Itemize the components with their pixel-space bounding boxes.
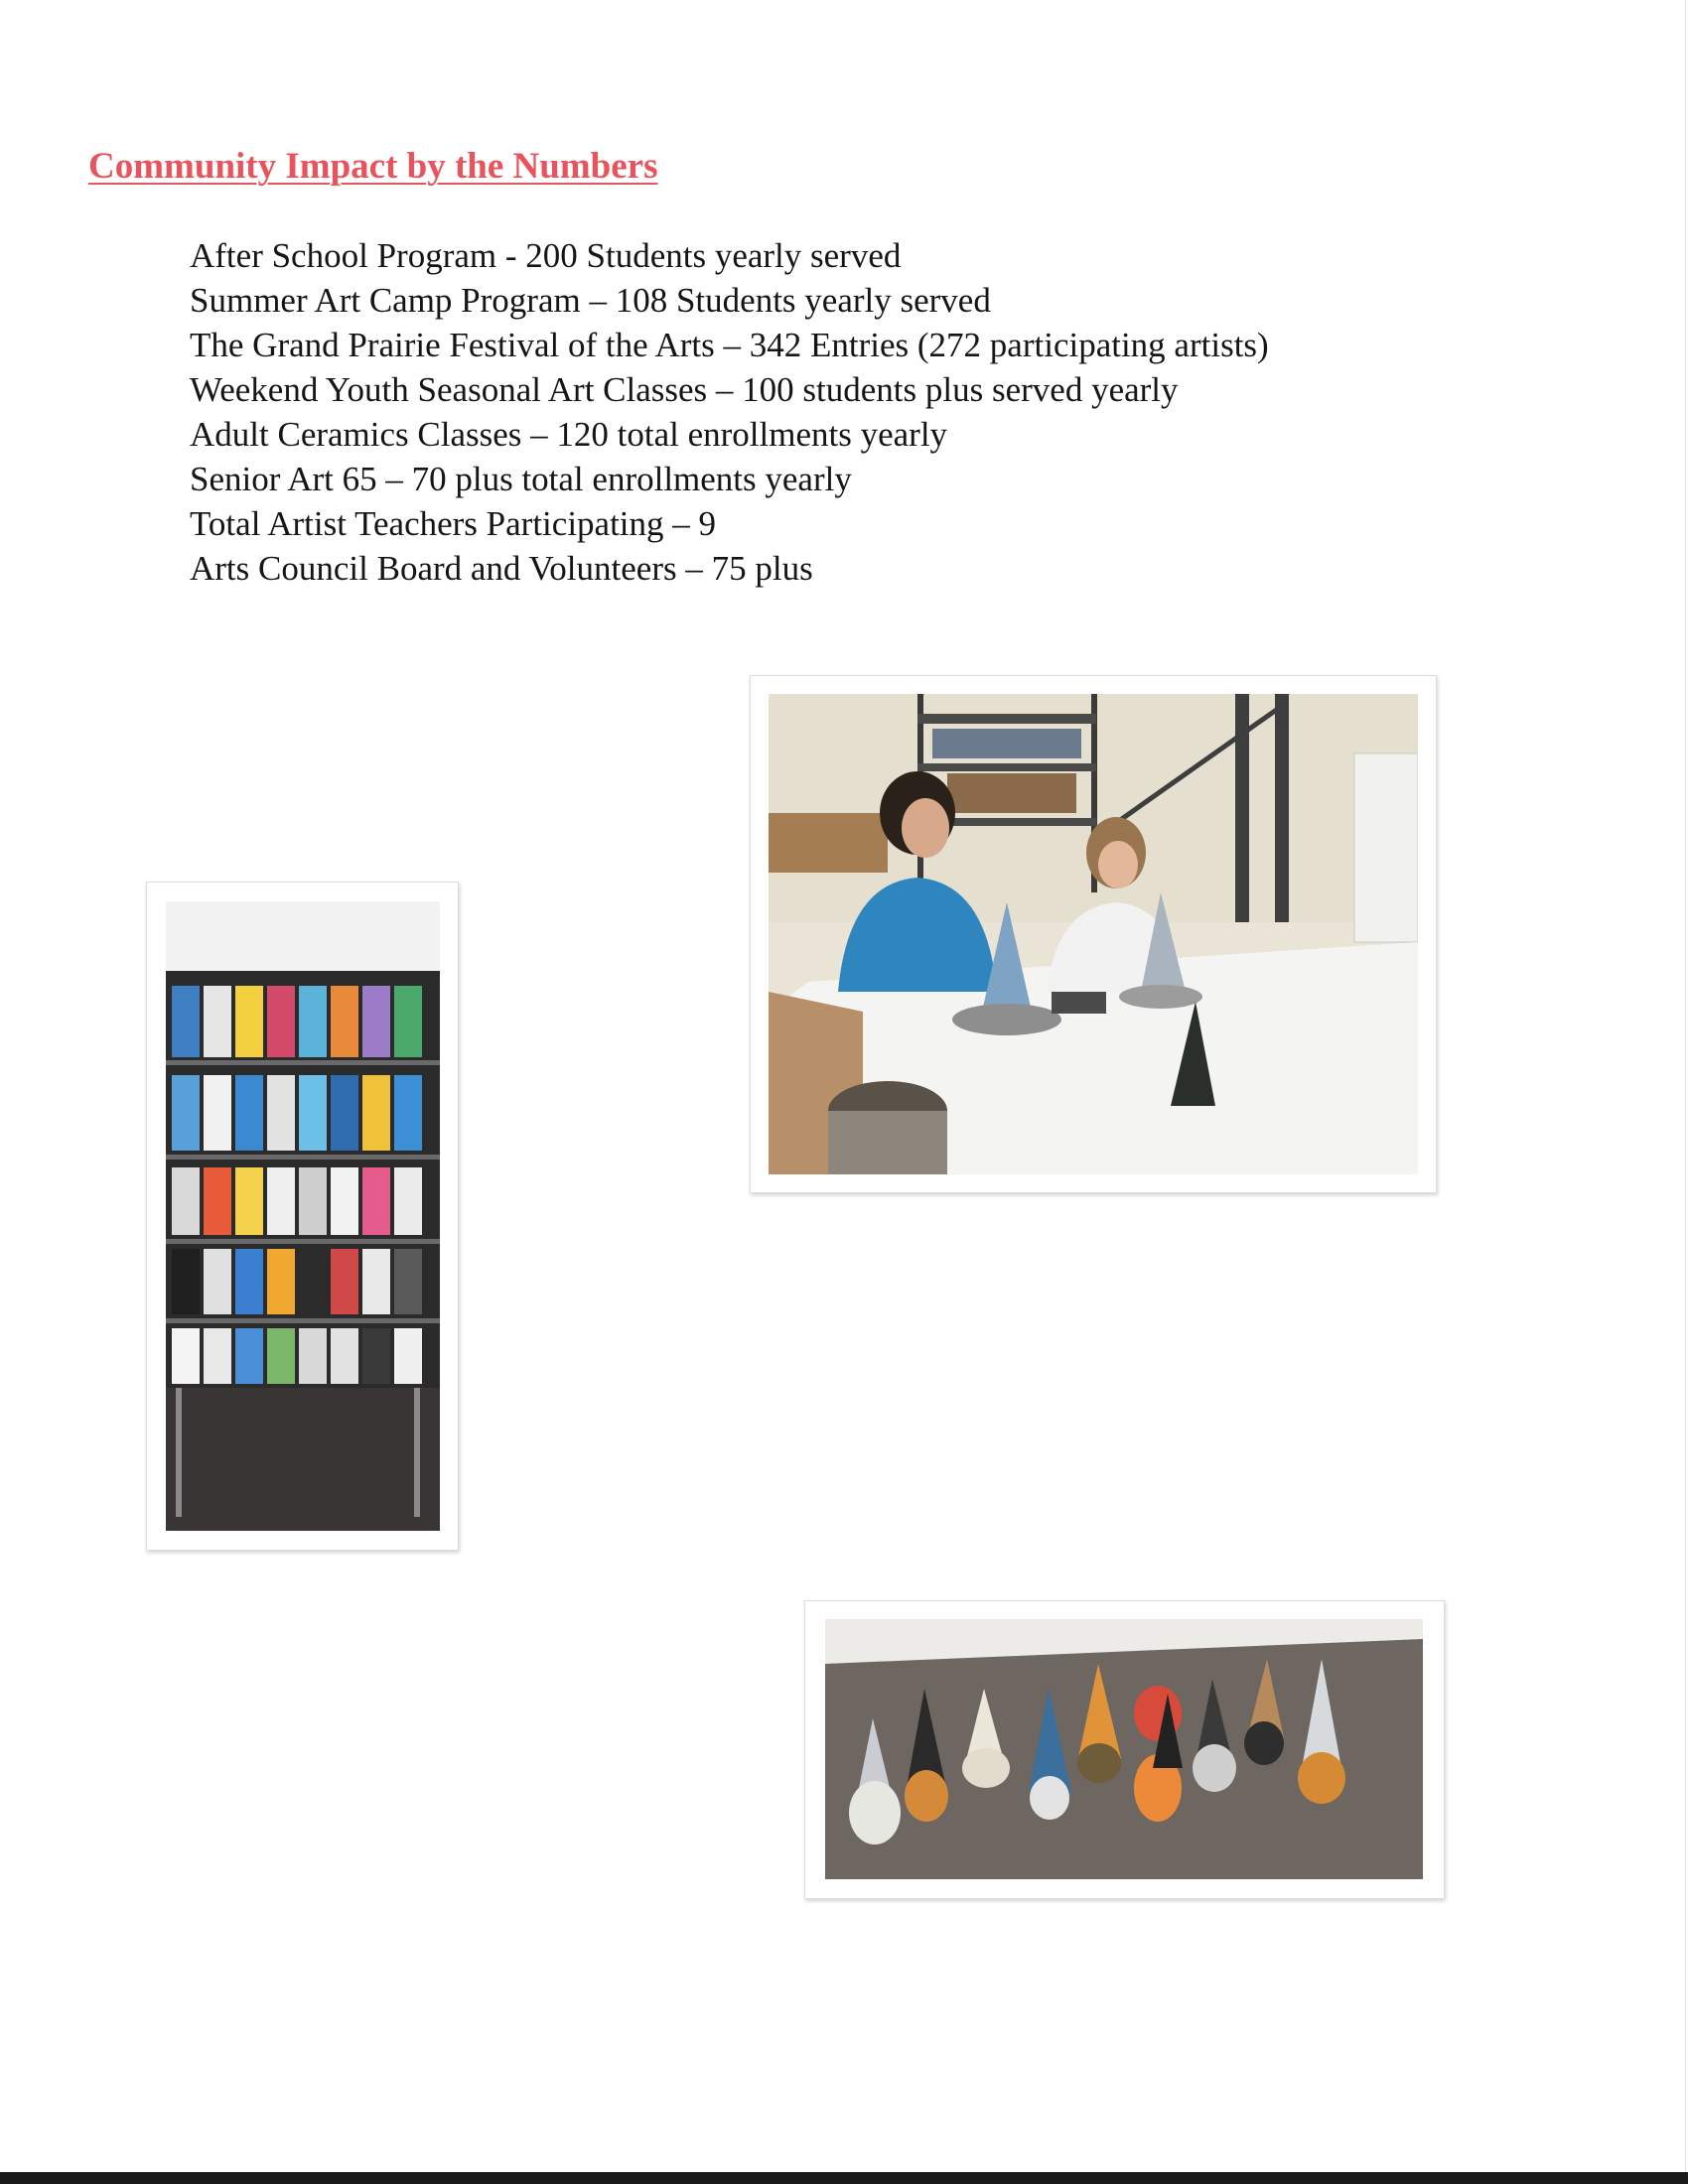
ceramics-class-photo: [769, 694, 1418, 1174]
stat-artist-teachers: Total Artist Teachers Participating – 9: [190, 504, 717, 543]
ceramics-class-photo-frame: [750, 675, 1437, 1193]
stat-festival: The Grand Prairie Festival of the Arts – 342 Entries (272 participating artists): [190, 326, 1269, 364]
ceramic-gnomes-photo: [825, 1619, 1423, 1879]
stat-board-volunteers: Arts Council Board and Volunteers – 75 plus: [190, 549, 813, 588]
page-heading: Community Impact by the Numbers: [88, 146, 658, 187]
stat-summer-camp: Summer Art Camp Program – 108 Students yearly served: [190, 281, 991, 320]
art-display-photo-frame: [146, 882, 459, 1551]
stat-senior-art: Senior Art 65 – 70 plus total enrollments yearly: [190, 460, 852, 498]
art-display-rack-photo: [166, 901, 440, 1531]
page-bottom-edge: [0, 2172, 1688, 2184]
stat-adult-ceramics: Adult Ceramics Classes – 120 total enrollments yearly: [190, 415, 948, 454]
stat-after-school: After School Program - 200 Students yearly served: [190, 236, 902, 275]
ceramic-gnomes-photo-frame: [804, 1600, 1445, 1899]
page-edge: [1685, 0, 1686, 2184]
impact-stats-list: [190, 233, 1269, 591]
stat-weekend-youth: Weekend Youth Seasonal Art Classes – 100 students plus served yearly: [190, 370, 1179, 409]
